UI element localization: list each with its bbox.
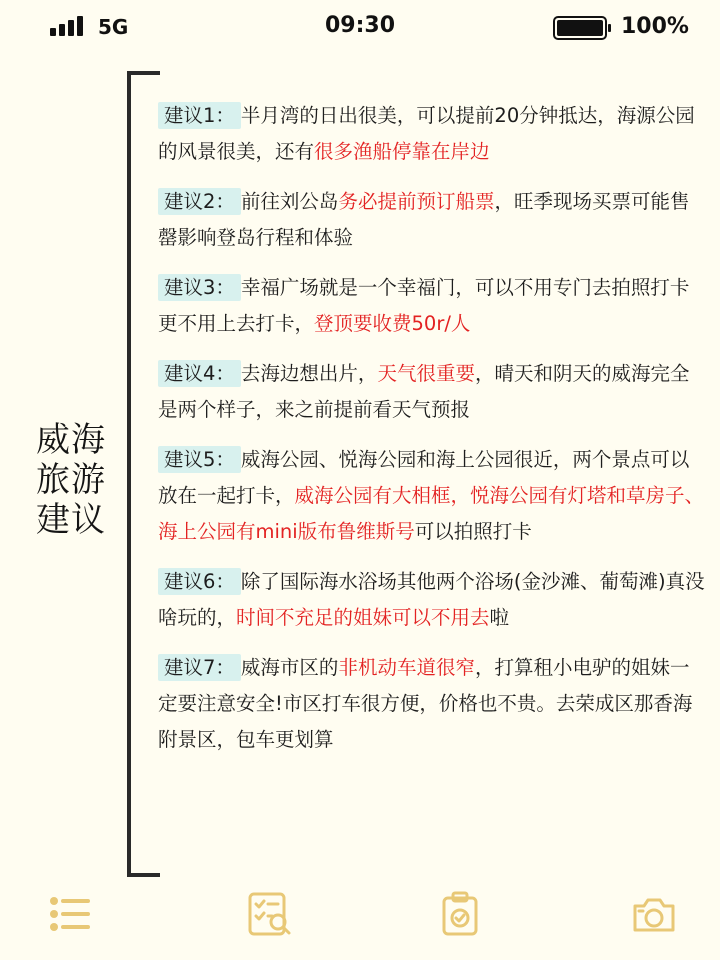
tip-text: 幸福广场就是一个幸福门，可以不用专门去拍照打卡更不用上去打卡， bbox=[158, 276, 690, 335]
tip-text: ，打算租小电驴的姐妹一定要注意安全!市区打车很方便，价格也不贵。去荣成区那香海附景区，包车更划算 bbox=[158, 656, 693, 751]
list-icon[interactable] bbox=[46, 890, 94, 938]
tip-highlight-text: 务必提前预订船票 bbox=[338, 190, 495, 213]
tip-label: 建议6： bbox=[158, 568, 241, 595]
tip-label: 建议4： bbox=[158, 360, 241, 387]
tip-highlight-text: 很多渔船停靠在岸边 bbox=[314, 140, 490, 163]
tip-text: 去海边想出片， bbox=[240, 362, 378, 385]
tip-highlight-text: 天气很重要 bbox=[377, 362, 475, 385]
tip-item bbox=[158, 184, 706, 256]
tip-highlight-text: 威海公园有大相框，悦海公园有灯塔和草房子、海上公园有mini版布鲁维斯号 bbox=[158, 484, 705, 543]
battery-icon bbox=[553, 16, 607, 40]
tip-text: 啦 bbox=[489, 606, 510, 629]
tip-text: 前往刘公岛 bbox=[240, 190, 339, 213]
page-title-line: 旅游 bbox=[36, 460, 106, 500]
tip-item bbox=[158, 98, 706, 170]
tip-text: 除了国际海水浴场其他两个浴场(金沙滩、葡萄滩)真没啥玩的， bbox=[158, 570, 705, 629]
tip-item bbox=[158, 650, 706, 758]
network-type: 5G bbox=[98, 15, 129, 39]
status-time: 09:30 bbox=[324, 13, 396, 38]
camera-icon[interactable] bbox=[630, 890, 678, 938]
tip-text: 威海市区的 bbox=[240, 656, 339, 679]
page-title bbox=[34, 420, 108, 540]
page-title-line: 建议 bbox=[36, 500, 106, 540]
status-bar bbox=[0, 0, 720, 56]
page-title-line: 威海 bbox=[36, 420, 106, 460]
tip-highlight-text: 登顶要收费50r/人 bbox=[314, 312, 471, 335]
bracket-divider bbox=[127, 71, 160, 877]
tip-text: 威海公园、悦海公园和海上公园很近，两个景点可以放在一起打卡， bbox=[158, 448, 690, 507]
tip-item bbox=[158, 564, 706, 636]
tip-label: 建议3： bbox=[158, 274, 241, 301]
battery-percentage: 100% bbox=[621, 14, 689, 39]
tip-item bbox=[158, 270, 706, 342]
tip-label: 建议1： bbox=[158, 102, 241, 129]
tip-label: 建议5： bbox=[158, 446, 241, 473]
tip-highlight-text: 时间不充足的姐妹可以不用去 bbox=[236, 606, 490, 629]
checklist-search-icon[interactable] bbox=[246, 890, 294, 938]
tip-text: 半月湾的日出很美，可以提前20分钟抵达，海源公园的风景很美，还有 bbox=[158, 104, 695, 163]
tip-item bbox=[158, 356, 706, 428]
tip-text: 可以拍照打卡 bbox=[414, 520, 532, 543]
bottom-nav bbox=[0, 880, 720, 960]
tip-highlight-text: 非机动车道很窄 bbox=[338, 656, 475, 679]
tip-item bbox=[158, 442, 706, 550]
tip-text: ，旺季现场买票可能售罄影响登岛行程和体验 bbox=[158, 190, 690, 249]
tip-label: 建议2： bbox=[158, 188, 241, 215]
tips-list bbox=[158, 98, 706, 772]
tip-label: 建议7： bbox=[158, 654, 241, 681]
clipboard-check-icon[interactable] bbox=[436, 890, 484, 938]
tip-text: ，晴天和阴天的威海完全是两个样子，来之前提前看天气预报 bbox=[158, 362, 690, 421]
